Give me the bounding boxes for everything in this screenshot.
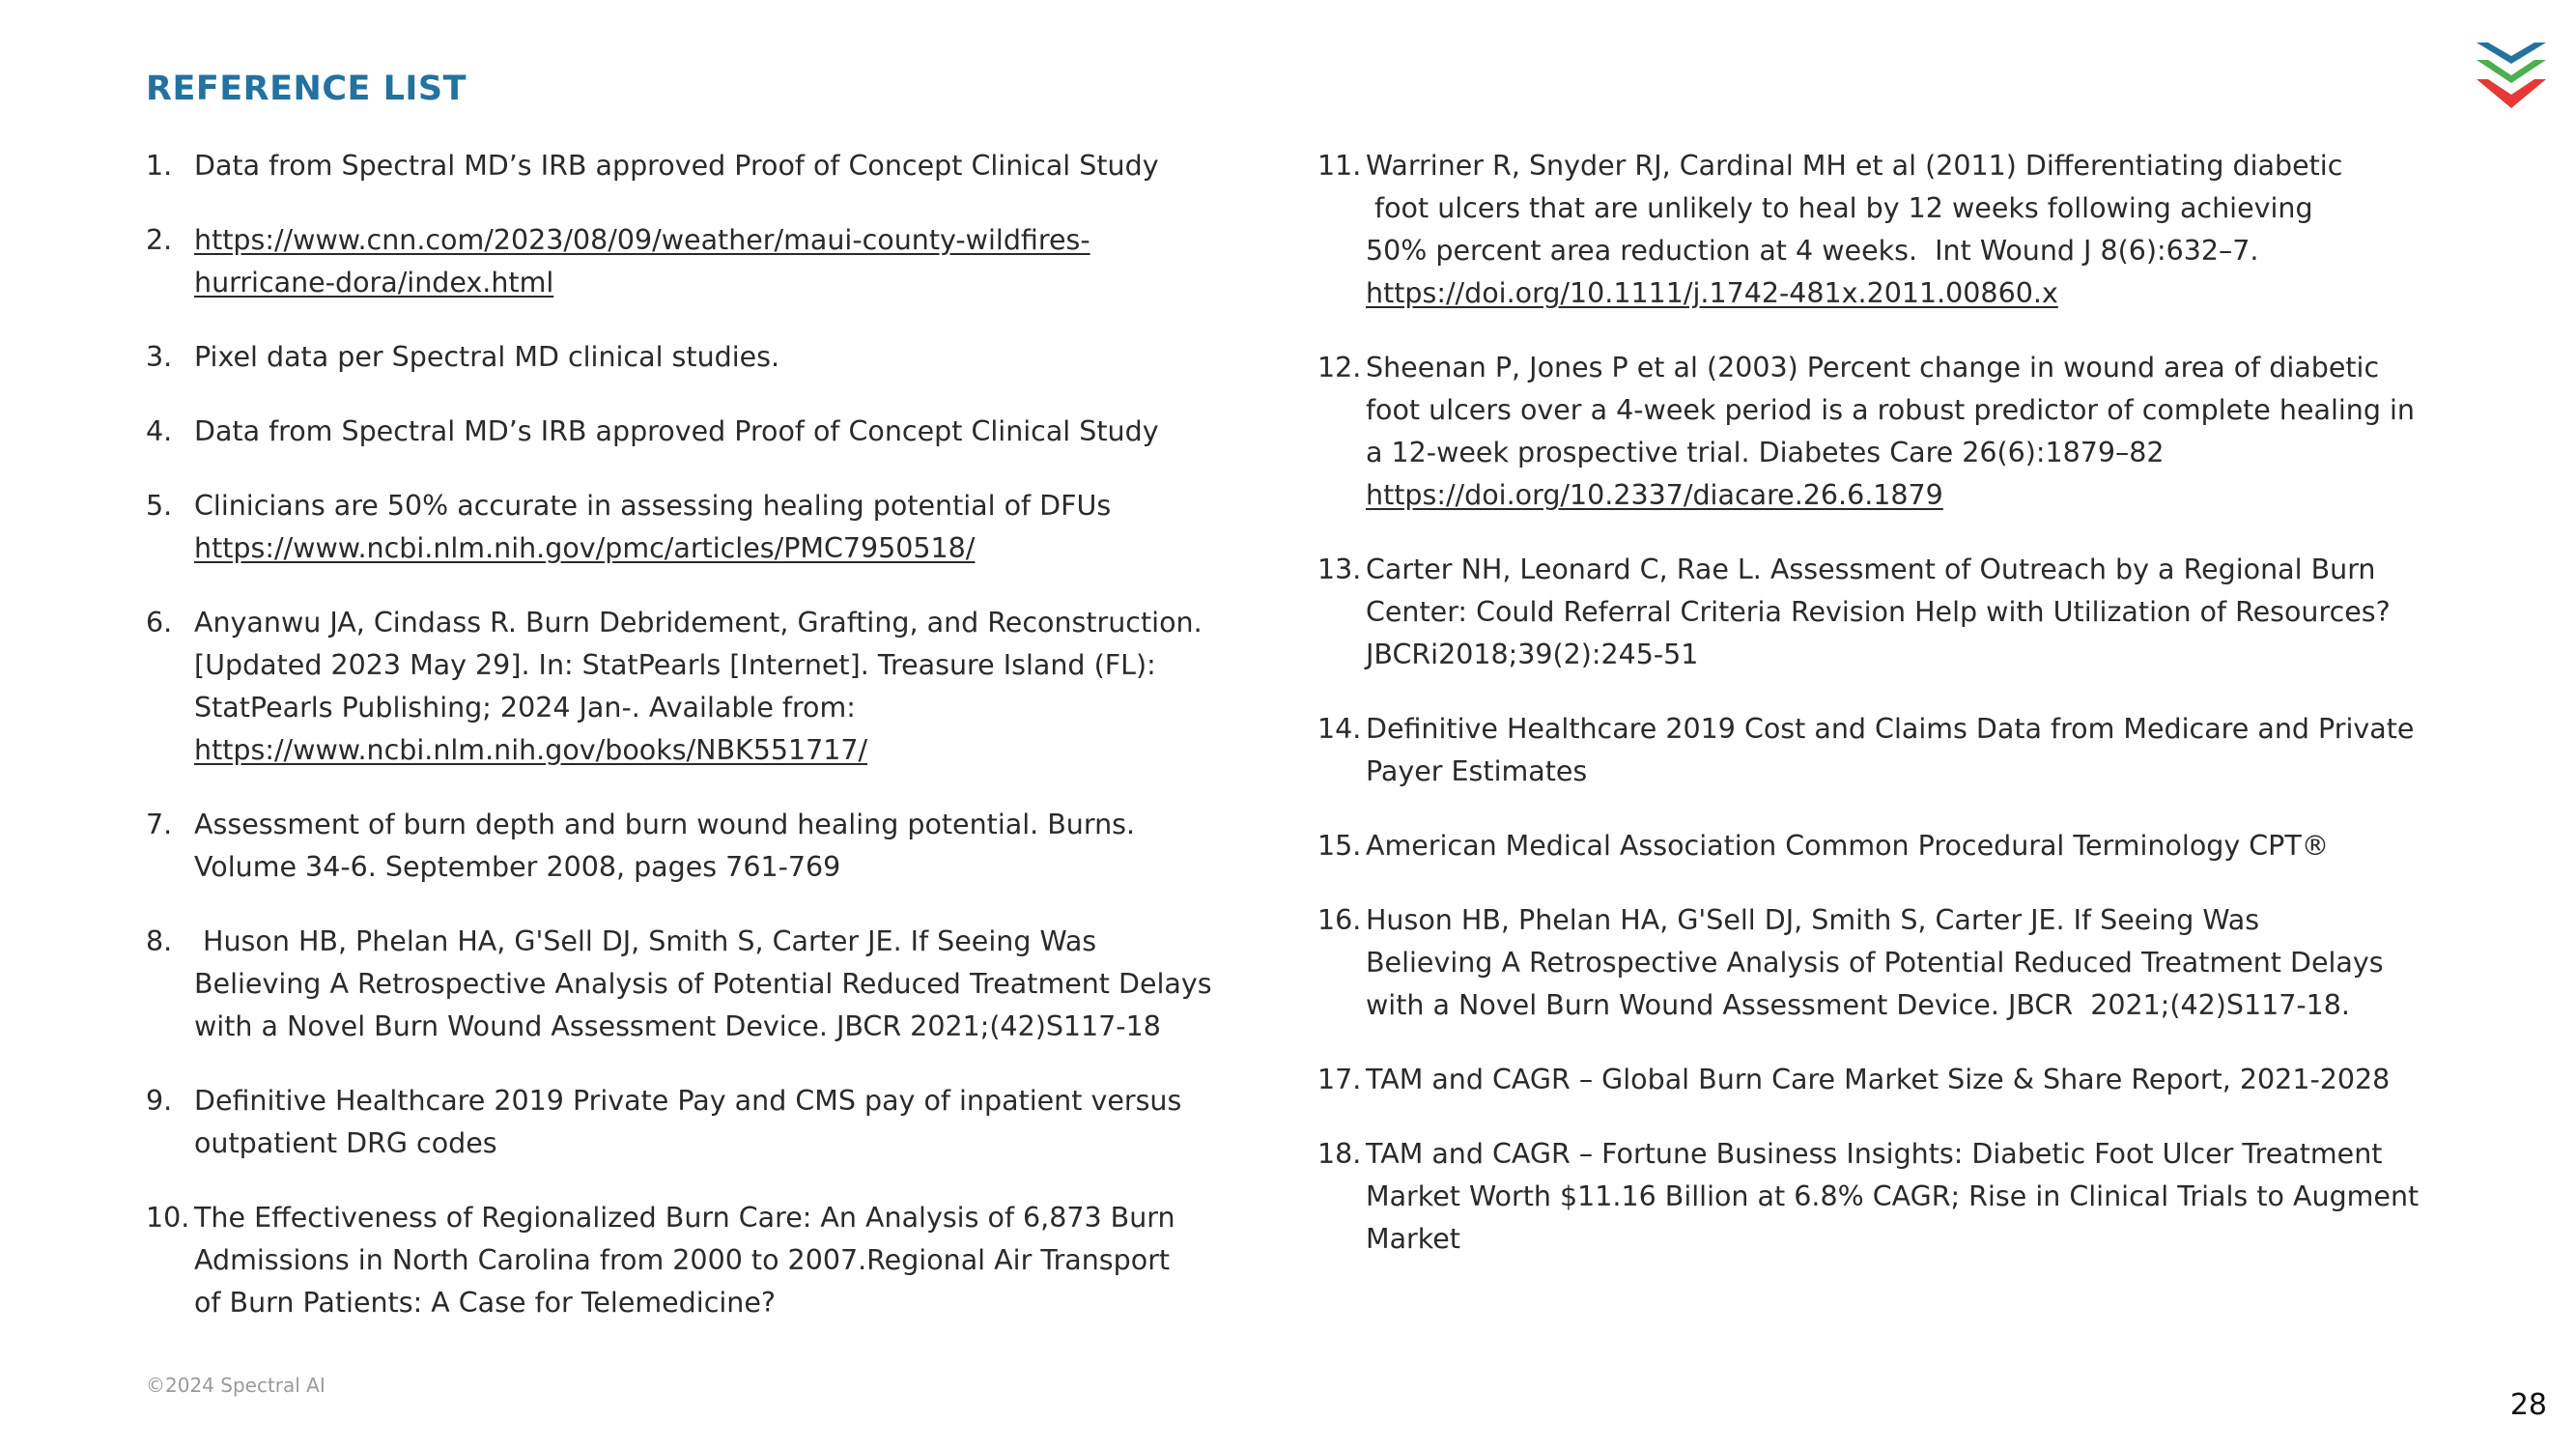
reference-link[interactable]: https://doi.org/10.1111/j.1742-481x.2011.00860.x — [1366, 277, 2058, 309]
reference-item — [146, 145, 1295, 187]
reference-line: Admissions in North Carolina from 2000 to 2007.Regional Air Transport — [194, 1244, 1171, 1276]
reference-text — [1366, 1059, 2419, 1101]
reference-item — [1317, 1059, 2419, 1101]
reference-text — [194, 1197, 1295, 1324]
reference-line: Definitive Healthcare 2019 Private Pay and CMS pay of inpatient versus — [194, 1085, 1182, 1117]
reference-text — [1366, 347, 2419, 517]
reference-number: 13. — [1317, 554, 1362, 585]
reference-line: Anyanwu JA, Cindass R. Burn Debridement, Grafting, and Reconstruction. — [194, 607, 1203, 639]
reference-text — [194, 336, 1295, 379]
reference-line: Believing A Retrospective Analysis of Potential Reduced Treatment Delays — [194, 968, 1212, 1000]
reference-number: 5. — [146, 490, 173, 522]
reference-text — [194, 1080, 1295, 1165]
reference-item — [146, 485, 1295, 570]
reference-line: Center: Could Referral Criteria Revision Help with Utilization of Resources? — [1366, 596, 2391, 628]
reference-line: The Effectiveness of Regionalized Burn Care: An Analysis of 6,873 Burn — [194, 1202, 1175, 1234]
reference-number: 16. — [1317, 904, 1362, 936]
reference-line: Data from Spectral MD’s IRB approved Proof of Concept Clinical Study — [194, 415, 1159, 447]
reference-number: 17. — [1317, 1064, 1362, 1095]
reference-item — [146, 411, 1295, 453]
reference-line: Huson HB, Phelan HA, G'Sell DJ, Smith S, Carter JE. If Seeing Was — [1366, 904, 2260, 936]
copyright: ©2024 Spectral AI — [146, 1374, 326, 1397]
reference-link[interactable]: https://www.ncbi.nlm.nih.gov/pmc/articles/PMC7950518/ — [194, 532, 976, 564]
reference-line: 50% percent area reduction at 4 weeks. Int Wound J 8(6):632–7. — [1366, 235, 2259, 267]
reference-line: of Burn Patients: A Case for Telemedicine? — [194, 1287, 777, 1319]
reference-line: TAM and CAGR – Global Burn Care Market Size & Share Report, 2021-2028 — [1366, 1064, 2391, 1095]
reference-line: Payer Estimates — [1366, 755, 1588, 787]
reference-text — [1366, 708, 2419, 793]
red-chevron-icon — [2477, 79, 2546, 108]
reference-line: Believing A Retrospective Analysis of Potential Reduced Treatment Delays — [1366, 947, 2384, 979]
reference-line: StatPearls Publishing; 2024 Jan-. Available from: — [194, 692, 856, 724]
reference-line: with a Novel Burn Wound Assessment Device. JBCR 2021;(42)S117-18. — [1366, 989, 2350, 1021]
reference-number: 9. — [146, 1085, 173, 1117]
reference-item — [146, 602, 1295, 772]
reference-item — [1317, 1133, 2419, 1261]
reference-text — [1366, 899, 2419, 1027]
reference-item — [1317, 347, 2419, 517]
reference-line: Huson HB, Phelan HA, G'Sell DJ, Smith S, Carter JE. If Seeing Was — [194, 925, 1097, 957]
page-number: 28 — [2509, 1388, 2547, 1422]
reference-link[interactable]: https://doi.org/10.2337/diacare.26.6.1879 — [1366, 479, 1943, 511]
reference-line: TAM and CAGR – Fortune Business Insights: Diabetic Foot Ulcer Treatment — [1366, 1138, 2383, 1170]
reference-line: American Medical Association Common Procedural Terminology CPT® — [1366, 830, 2330, 862]
reference-list-right — [1317, 145, 2419, 1293]
reference-text — [1366, 549, 2419, 676]
reference-text — [194, 485, 1295, 570]
reference-item — [146, 1080, 1295, 1165]
reference-link[interactable]: hurricane-dora/index.html — [194, 267, 554, 298]
reference-text — [194, 602, 1295, 772]
reference-item — [146, 219, 1295, 304]
reference-number: 11. — [1317, 150, 1362, 182]
page-title: REFERENCE LIST — [146, 70, 467, 108]
spectral-ai-chevrons-icon — [2475, 39, 2548, 108]
reference-item — [146, 804, 1295, 889]
reference-line: Volume 34-6. September 2008, pages 761-769 — [194, 851, 841, 883]
reference-line: a 12-week prospective trial. Diabetes Care 26(6):1879–82 — [1366, 437, 2165, 469]
reference-item — [1317, 825, 2419, 867]
reference-line: JBCRi2018;39(2):245-51 — [1366, 639, 1699, 670]
reference-text — [194, 804, 1295, 889]
reference-text — [194, 921, 1295, 1048]
reference-number: 14. — [1317, 713, 1362, 745]
reference-line: outpatient DRG codes — [194, 1127, 497, 1159]
reference-number: 12. — [1317, 352, 1362, 384]
reference-item — [1317, 145, 2419, 315]
reference-line: Sheenan P, Jones P et al (2003) Percent change in wound area of diabetic — [1366, 352, 2380, 384]
reference-number: 7. — [146, 809, 173, 840]
reference-number: 1. — [146, 150, 173, 182]
reference-number: 3. — [146, 341, 173, 373]
reference-line: Assessment of burn depth and burn wound healing potential. Burns. — [194, 809, 1136, 840]
reference-number: 6. — [146, 607, 173, 639]
reference-line: Warriner R, Snyder RJ, Cardinal MH et al (2011) Differentiating diabetic — [1366, 150, 2343, 182]
reference-item — [1317, 549, 2419, 676]
reference-number: 8. — [146, 925, 173, 957]
reference-line: Clinicians are 50% accurate in assessing healing potential of DFUs — [194, 490, 1112, 522]
reference-line: Market — [1366, 1223, 1460, 1255]
reference-line: foot ulcers that are unlikely to heal by 12 weeks following achieving — [1366, 192, 2313, 224]
reference-list-left — [146, 145, 1295, 1356]
reference-link[interactable]: https://www.cnn.com/2023/08/09/weather/maui-county-wildfires- — [194, 224, 1090, 256]
reference-number: 4. — [146, 415, 173, 447]
reference-line: [Updated 2023 May 29]. In: StatPearls [Internet]. Treasure Island (FL): — [194, 649, 1156, 681]
reference-line: Carter NH, Leonard C, Rae L. Assessment of Outreach by a Regional Burn — [1366, 554, 2376, 585]
reference-text — [194, 145, 1295, 187]
reference-number: 15. — [1317, 830, 1362, 862]
reference-item — [1317, 708, 2419, 793]
reference-line: Pixel data per Spectral MD clinical studies. — [194, 341, 780, 373]
reference-item — [146, 921, 1295, 1048]
reference-number: 2. — [146, 224, 173, 256]
reference-item — [1317, 899, 2419, 1027]
reference-line: with a Novel Burn Wound Assessment Device. JBCR 2021;(42)S117-18 — [194, 1010, 1161, 1042]
reference-item — [146, 1197, 1295, 1324]
reference-line: Data from Spectral MD’s IRB approved Proof of Concept Clinical Study — [194, 150, 1159, 182]
reference-line: Definitive Healthcare 2019 Cost and Claims Data from Medicare and Private — [1366, 713, 2415, 745]
reference-text — [194, 411, 1295, 453]
reference-number: 18. — [1317, 1138, 1362, 1170]
reference-line: foot ulcers over a 4-week period is a robust predictor of complete healing in — [1366, 394, 2415, 426]
reference-line: Market Worth $11.16 Billion at 6.8% CAGR; Rise in Clinical Trials to Augment — [1366, 1180, 2420, 1212]
reference-number: 10. — [146, 1202, 190, 1234]
reference-text — [1366, 1133, 2419, 1261]
reference-item — [146, 336, 1295, 379]
reference-text — [1366, 145, 2419, 315]
reference-link[interactable]: https://www.ncbi.nlm.nih.gov/books/NBK551717/ — [194, 734, 868, 766]
reference-text — [1366, 825, 2419, 867]
reference-text — [194, 219, 1295, 304]
